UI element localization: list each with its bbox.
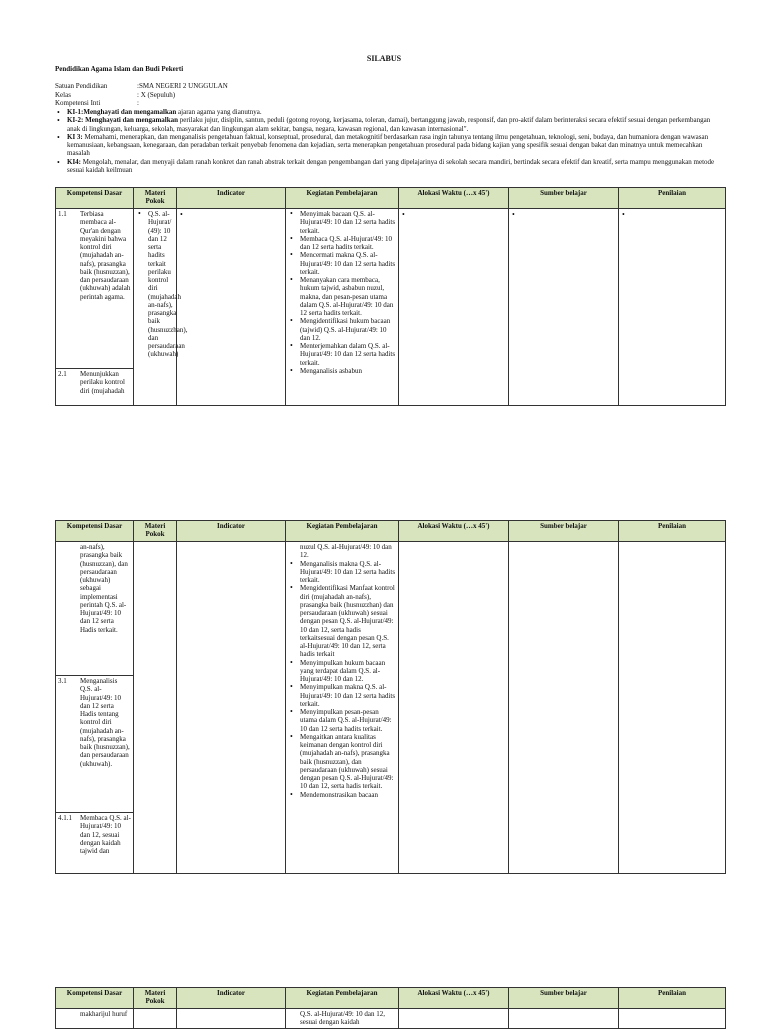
- header-indicator: Indicator: [177, 188, 286, 209]
- info-row: Kompetensi Inti :: [55, 99, 139, 108]
- syllabus-table-1: [55, 187, 726, 406]
- header-kompetensi-dasar: Kompetensi Dasar: [56, 521, 134, 542]
- ki-item: • KI4: Mengolah, menalar, dan menyaji dalam ranah konkret dan ranah abstrak terkait dengan pengembangan dari yang dipelajarinya di sekolah secara mandiri, bertindak secara efektif dan kreatif, serta mampu menggunakan metode sesuai kaidah keilmuan: [67, 158, 725, 175]
- kd-cell: makharijul huruf: [56, 1009, 134, 1029]
- syllabus-table-3: [55, 987, 726, 1029]
- kegiatan-cell: Q.S. al-Hujurat/49: 10 dan 12, sesuai dengan kaidah: [286, 1009, 399, 1029]
- materi-cell: • Q.S. al-Hujurat/ (49): 10 dan 12 serta hadits terkait perilaku kontrol diri (mujahadah an-nafs), prasangka baik (husnuzzhan), dan persaudaraan (ukhuwah): [134, 209, 177, 406]
- header-alokasi-waktu: Alokasi Waktu (…x 45'): [399, 188, 509, 209]
- indicator-cell: •: [177, 209, 286, 406]
- kd-cell: 2.1 Menunjukkan perilaku kontrol diri (mujahadah: [56, 369, 134, 406]
- sumber-cell: •: [509, 209, 619, 406]
- alokasi-cell: •: [399, 209, 509, 406]
- indicator-cell: [177, 1009, 286, 1029]
- header-penilaian: Penilaian: [619, 988, 726, 1009]
- header-alokasi-waktu: Alokasi Waktu (…x 45'): [399, 521, 509, 542]
- sumber-cell: [509, 1009, 619, 1029]
- header-indicator: Indicator: [177, 988, 286, 1009]
- header-sumber-belajar: Sumber belajar: [509, 521, 619, 542]
- subject-title: Pendidikan Agama Islam dan Budi Pekerti: [55, 65, 184, 73]
- header-alokasi-waktu: Alokasi Waktu (…x 45'): [399, 988, 509, 1009]
- header-materi-pokok: Materi Pokok: [134, 188, 177, 209]
- info-row: Kelas : X (Sepuluh): [55, 90, 176, 99]
- school-info: [55, 82, 735, 108]
- penilaian-cell: [619, 1009, 726, 1029]
- kd-cell: 3.1 Menganalisis Q.S. al-Hujurat/49: 10 dan 12 serta Hadis tentang kontrol diri (mujahadah an-nafs), prasangka baik (husnuzzan), dan persaudaraan (ukhuwah).: [56, 676, 134, 813]
- header-kompetensi-dasar: Kompetensi Dasar: [56, 188, 134, 209]
- kd-cell: an-nafs), prasangka baik (husnuzzan), dan persaudaraan (ukhuwah) sebagai implementasi perintah Q.S. al-Hujurat/49: 10 dan 12 serta Hadis terkait.: [56, 542, 134, 676]
- header-sumber-belajar: Sumber belajar: [509, 988, 619, 1009]
- kegiatan-cell: nuzul Q.S. al-Hujurat/49: 10 dan 12. • Menganalisis makna Q.S. al-Hujurat/49: 10 dan 12 serta hadits terkait. • Mengidentifikasi Manfaat kontrol diri (mujahadah an-nafs), prasangka baik (husnuzzhan) dan persaudaraan (ukhuwah) sesuai dengan pesan Q.S. al-Hujurat/49: 10 dan 12, serta hadis terkaitsesuai dengan pesan Q.S. al-Hujurat/49: 10 dan 12, serta hadis terkait • Menyimpulkan hukum bacaan yang terdapat dalam Q.S. al-Hujurat/49: 10 dan 12. • Menyimpulkan makna Q.S. al-Hujurat/49: 10 dan 12 serta hadits terkait. • Menyimpulkan pesan-pesan utama dalam Q.S. al-Hujurat/49: 10 dan 12 serta hadits terkait. • Mengaitkan antara kualitas keimanan dengan kontrol diri (mujahadah an-nafs), prasangka baik (husnuzzan), dan persaudaraan (ukhuwah) sesuai dengan pesan Q.S. al-Hujurat/49: 10 dan 12, serta hadis terkait. • Mendemonstrasikan bacaan: [286, 542, 399, 874]
- kd-cell: 1.1 Terbiasa membaca al-Qur'an dengan meyakini bahwa kontrol diri (mujahadah an-nafs), prasangka baik (husnuzzan), dan persaudaraan (ukhuwah) adalah perintah agama.: [56, 209, 134, 369]
- header-kegiatan: Kegiatan Pembelajaran: [286, 521, 399, 542]
- kegiatan-cell: • Menyimak bacaan Q.S. al-Hujurat/49: 10 dan 12 serta hadits terkait. • Membaca Q.S. al-Hujurat/49: 10 dan 12 serta hadits terkait. • Mencermati makna Q.S. al-Hujurat/49: 10 dan 12 serta hadits terkait. • Menanyakan cara membaca, hukum tajwid, asbabun nuzul, makna, dan pesan-pesan utama dalam Q.S. al-Hujurat/49: 10 dan 12 serta hadits terkait. • Mengidentifikasi hukum bacaan (tajwid) Q.S. al-Hujurat/49: 10 dan 12. • Menterjemahkan dalam Q.S. al-Hujurat/49: 10 dan 12 serta hadits terkait. • Menganalisis asbabun: [286, 209, 399, 406]
- kd-cell: 4.1.1 Membaca Q.S. al-Hujurat/49: 10 dan 12, sesuai dengan kaidah tajwid dan: [56, 813, 134, 874]
- header-sumber-belajar: Sumber belajar: [509, 188, 619, 209]
- penilaian-cell: [619, 542, 726, 874]
- header-materi-pokok: Materi Pokok: [134, 521, 177, 542]
- header-materi-pokok: Materi Pokok: [134, 988, 177, 1009]
- header-kegiatan: Kegiatan Pembelajaran: [286, 188, 399, 209]
- ki-item: • KI-1:Menghayati dan mengamalkan ajaran agama yang dianutnya.: [67, 108, 725, 116]
- header-kompetensi-dasar: Kompetensi Dasar: [56, 988, 134, 1009]
- header-kegiatan: Kegiatan Pembelajaran: [286, 988, 399, 1009]
- sumber-cell: [509, 542, 619, 874]
- ki-item: • KI 3: Memahami, menerapkan, dan menganalisis pengetahuan faktual, konseptual, prosedural, dan metakognitif berdasarkan rasa ingin tahunya tentang ilmu pengetahuan, teknologi, seni, budaya, dan humaniora dengan wawasan kemanusiaan, kebangsaan, kenegaraan, dan peradaban terkait penyebab fenomena dan kejadian, serta menerapkan pengetahuan prosedural pada bidang kajian yang spesifik sesuai dengan bakat dan minatnya untuk memecahkan masalah: [67, 133, 725, 158]
- document-title: SILABUS: [366, 54, 402, 63]
- header-indicator: Indicator: [177, 521, 286, 542]
- indicator-cell: [177, 542, 286, 874]
- alokasi-cell: [399, 542, 509, 874]
- penilaian-cell: •: [619, 209, 726, 406]
- header-penilaian: Penilaian: [619, 521, 726, 542]
- core-competency-list: [55, 108, 725, 174]
- materi-cell: [134, 542, 177, 874]
- header-penilaian: Penilaian: [619, 188, 726, 209]
- alokasi-cell: [399, 1009, 509, 1029]
- ki-item: • KI-2: Menghayati dan mengamalkan perilaku jujur, disiplin, santun, peduli (gotong royong, kerjasama, toleran, damai), bertanggung jawab, responsif, dan pro-aktif dalam berinteraksi secara efektif sesuai dengan perkembangan anak di lingkungan, keluarga, sekolah, masyarakat dan lingkungan alam sekitar, bangsa, negara, kawasan regional, dan kawasan internasional".: [67, 116, 725, 133]
- info-row: Satuan Pendidikan :SMA NEGERI 2 UNGGULAN: [55, 82, 228, 90]
- syllabus-table-2: [55, 520, 726, 874]
- materi-cell: [134, 1009, 177, 1029]
